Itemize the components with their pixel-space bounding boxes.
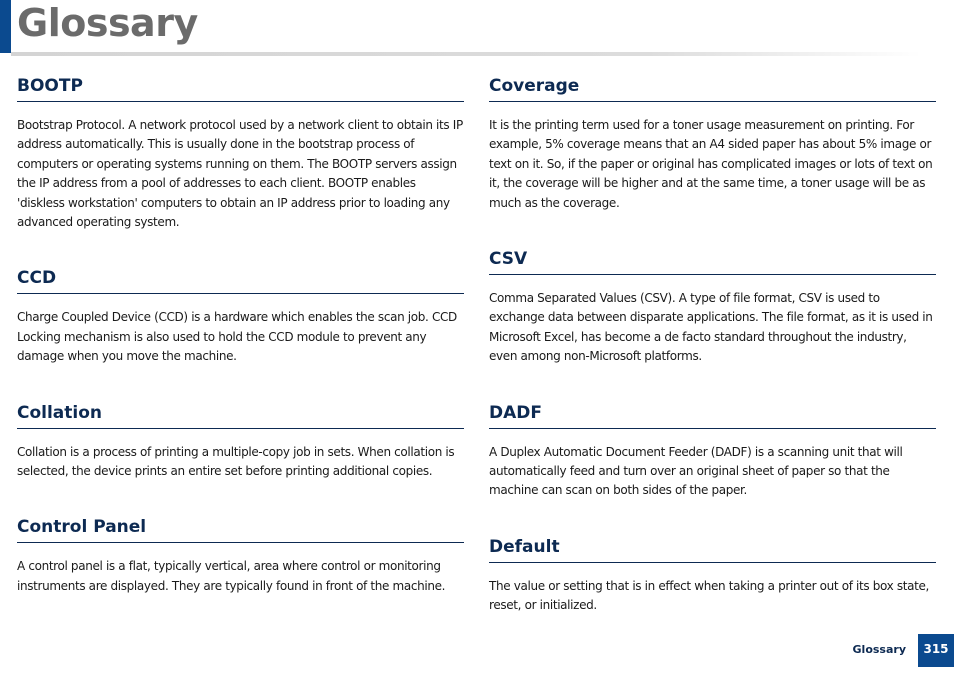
glossary-entry-control-panel bbox=[17, 515, 464, 596]
term-definition: It is the printing term used for a toner usage measurement on printing. For example, 5% coverage means that an A4 sided paper has about 5% image or text on it. So, if the paper or original has complicated images or lots of text on it, the coverage will be higher and at the same time, a toner usage will be as much as the coverage. bbox=[489, 118, 933, 210]
footer-section-label: Glossary bbox=[852, 643, 906, 656]
term-heading: Coverage bbox=[489, 74, 936, 102]
left-column bbox=[17, 74, 464, 596]
title-accent-bar bbox=[0, 0, 11, 53]
term-definition: Comma Separated Values (CSV). A type of file format, CSV is used to exchange data between disparate applications. The file format, as it is used in Microsoft Excel, has become a de facto standard throughout the industry, even among non-Microsoft platforms. bbox=[489, 291, 933, 364]
glossary-entry-bootp bbox=[17, 74, 464, 232]
term-definition: Charge Coupled Device (CCD) is a hardware which enables the scan job. CCD Locking mechanism is also used to hold the CCD module to prevent any damage when you move the machine. bbox=[17, 310, 457, 364]
glossary-entry-ccd bbox=[17, 266, 464, 366]
right-column bbox=[489, 74, 936, 616]
glossary-entry-collation bbox=[17, 401, 464, 482]
term-definition: Bootstrap Protocol. A network protocol used by a network client to obtain its IP address automatically. This is usually done in the bootstrap process of computers or operating systems running on them. The BOOTP servers assign the IP address from a pool of addresses to each client. BOOTP enables 'diskless workstation' computers to obtain an IP address prior to loading any advanced operating system. bbox=[17, 118, 463, 230]
glossary-entry-dadf bbox=[489, 401, 936, 501]
term-heading: DADF bbox=[489, 401, 936, 429]
term-heading: Control Panel bbox=[17, 515, 464, 543]
term-heading: Default bbox=[489, 535, 936, 563]
term-heading: CCD bbox=[17, 266, 464, 294]
glossary-entry-csv bbox=[489, 247, 936, 367]
page-number-badge: 315 bbox=[918, 634, 954, 667]
term-heading: BOOTP bbox=[17, 74, 464, 102]
term-heading: CSV bbox=[489, 247, 936, 275]
term-definition: A control panel is a flat, typically vertical, area where control or monitoring instruments are displayed. They are typically found in front of the machine. bbox=[17, 559, 446, 593]
title-divider bbox=[11, 52, 921, 56]
glossary-entry-coverage bbox=[489, 74, 936, 213]
term-definition: Collation is a process of printing a multiple-copy job in sets. When collation is selected, the device prints an entire set before printing additional copies. bbox=[17, 444, 455, 479]
term-definition: A Duplex Automatic Document Feeder (DADF) is a scanning unit that will automatically feed and turn over an original sheet of paper so that the machine can scan on both sides of the paper. bbox=[489, 444, 903, 498]
glossary-entry-default bbox=[489, 535, 936, 616]
term-definition: The value or setting that is in effect when taking a printer out of its box state, reset, or initialized. bbox=[489, 578, 929, 613]
page-title: Glossary bbox=[17, 1, 198, 45]
term-heading: Collation bbox=[17, 401, 464, 429]
